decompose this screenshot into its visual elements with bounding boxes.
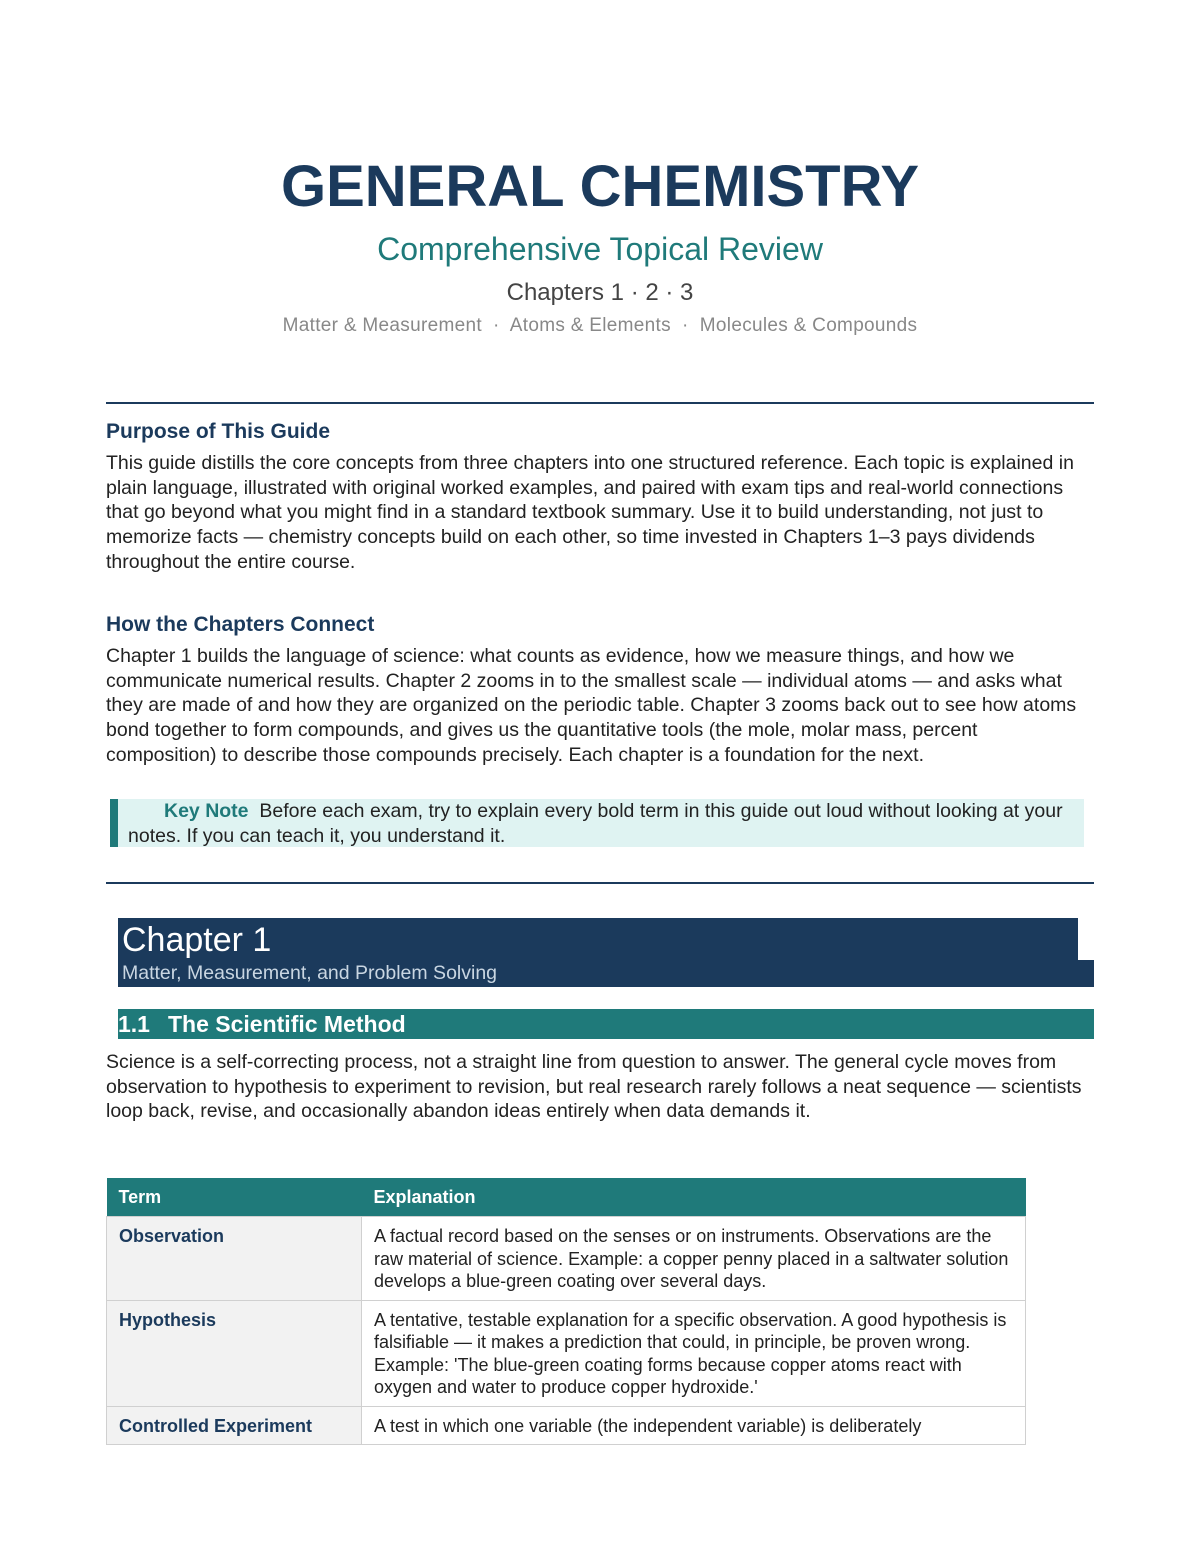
- table-header-row: [107, 1178, 1026, 1217]
- table-header-term: Term: [107, 1178, 362, 1217]
- divider-chapter: [106, 882, 1094, 884]
- table-cell-explanation: A test in which one variable (the independent variable) is deliberately: [362, 1406, 1026, 1445]
- table-row: [107, 1406, 1026, 1445]
- key-note-text: Before each exam, try to explain every bold term in this guide out loud without looking at your notes. If you can teach it, you understand it.: [128, 800, 1063, 847]
- chapter-banner: [118, 918, 1094, 987]
- key-note-box: [110, 799, 1084, 847]
- section-header: [118, 1009, 1094, 1039]
- table-row: [107, 1217, 1026, 1301]
- table-row: [107, 1300, 1026, 1406]
- connect-body: Chapter 1 builds the language of science: what counts as evidence, how we measure things, and how we communicate numerical results. Chapter 2 zooms in to the smallest scale — individual atoms — and asks what they are made of and how they are organized on the periodic table. Chapter 3 zooms back out to see how atoms bond together to form compounds, and gives us the quantitative tools (the mole, molar mass, percent composition) to describe those compounds precisely. Each chapter is a foundation for the next.: [106, 645, 1077, 766]
- table-cell-term: Controlled Experiment: [107, 1406, 362, 1445]
- document-title: GENERAL CHEMISTRY: [280, 154, 920, 219]
- table-header-explanation: Explanation: [362, 1178, 1026, 1217]
- chapter-title: Chapter 1: [122, 921, 272, 959]
- connect-heading: How the Chapters Connect: [106, 613, 375, 636]
- key-note-text-wrap: [128, 799, 1078, 848]
- terms-table: [106, 1178, 1026, 1445]
- table-cell-term: Hypothesis: [107, 1300, 362, 1406]
- purpose-body: This guide distills the core concepts from three chapters into one structured reference. Each topic is explained in plain language, illustrated with original worked examples, and paired with exam tips and real-world connections that go beyond what you might find in a standard textbook summary. Use it to build understanding, not just to memorize facts — chemistry concepts build on each other, so time invested in Chapters 1–3 pays dividends throughout the entire course.: [106, 452, 1074, 573]
- section-title: The Scientific Method: [168, 1011, 406, 1037]
- divider-top: [106, 402, 1094, 404]
- key-note-label: Key Note: [164, 800, 249, 822]
- table-cell-explanation: A tentative, testable explanation for a specific observation. A good hypothesis is falsifiable — it makes a prediction that could, in principle, be proven wrong. Example: 'The blue-green coating forms because copper atoms react with oxygen and water to produce copper hydroxide.': [362, 1300, 1026, 1406]
- section-number: 1.1: [118, 1011, 150, 1037]
- topics-line: Matter & Measurement · Atoms & Elements · Molecules & Compounds: [282, 315, 918, 336]
- section-intro: Science is a self-correcting process, not a straight line from question to answer. The general cycle moves from observation to hypothesis to experiment to revision, but real research rarely follows a neat sequence — scientists loop back, revise, and occasionally abandon ideas entirely when data demands it.: [106, 1051, 1082, 1123]
- chapter-subtitle: Matter, Measurement, and Problem Solving: [122, 962, 498, 984]
- table-cell-explanation: A factual record based on the senses or on instruments. Observations are the raw material of science. Example: a copper penny placed in a saltwater solution develops a blue-green coating over several days.: [362, 1217, 1026, 1301]
- document-subtitle: Comprehensive Topical Review: [377, 231, 823, 267]
- purpose-heading: Purpose of This Guide: [106, 420, 331, 443]
- table-cell-term: Observation: [107, 1217, 362, 1301]
- chapters-line: Chapters 1 · 2 · 3: [506, 279, 694, 306]
